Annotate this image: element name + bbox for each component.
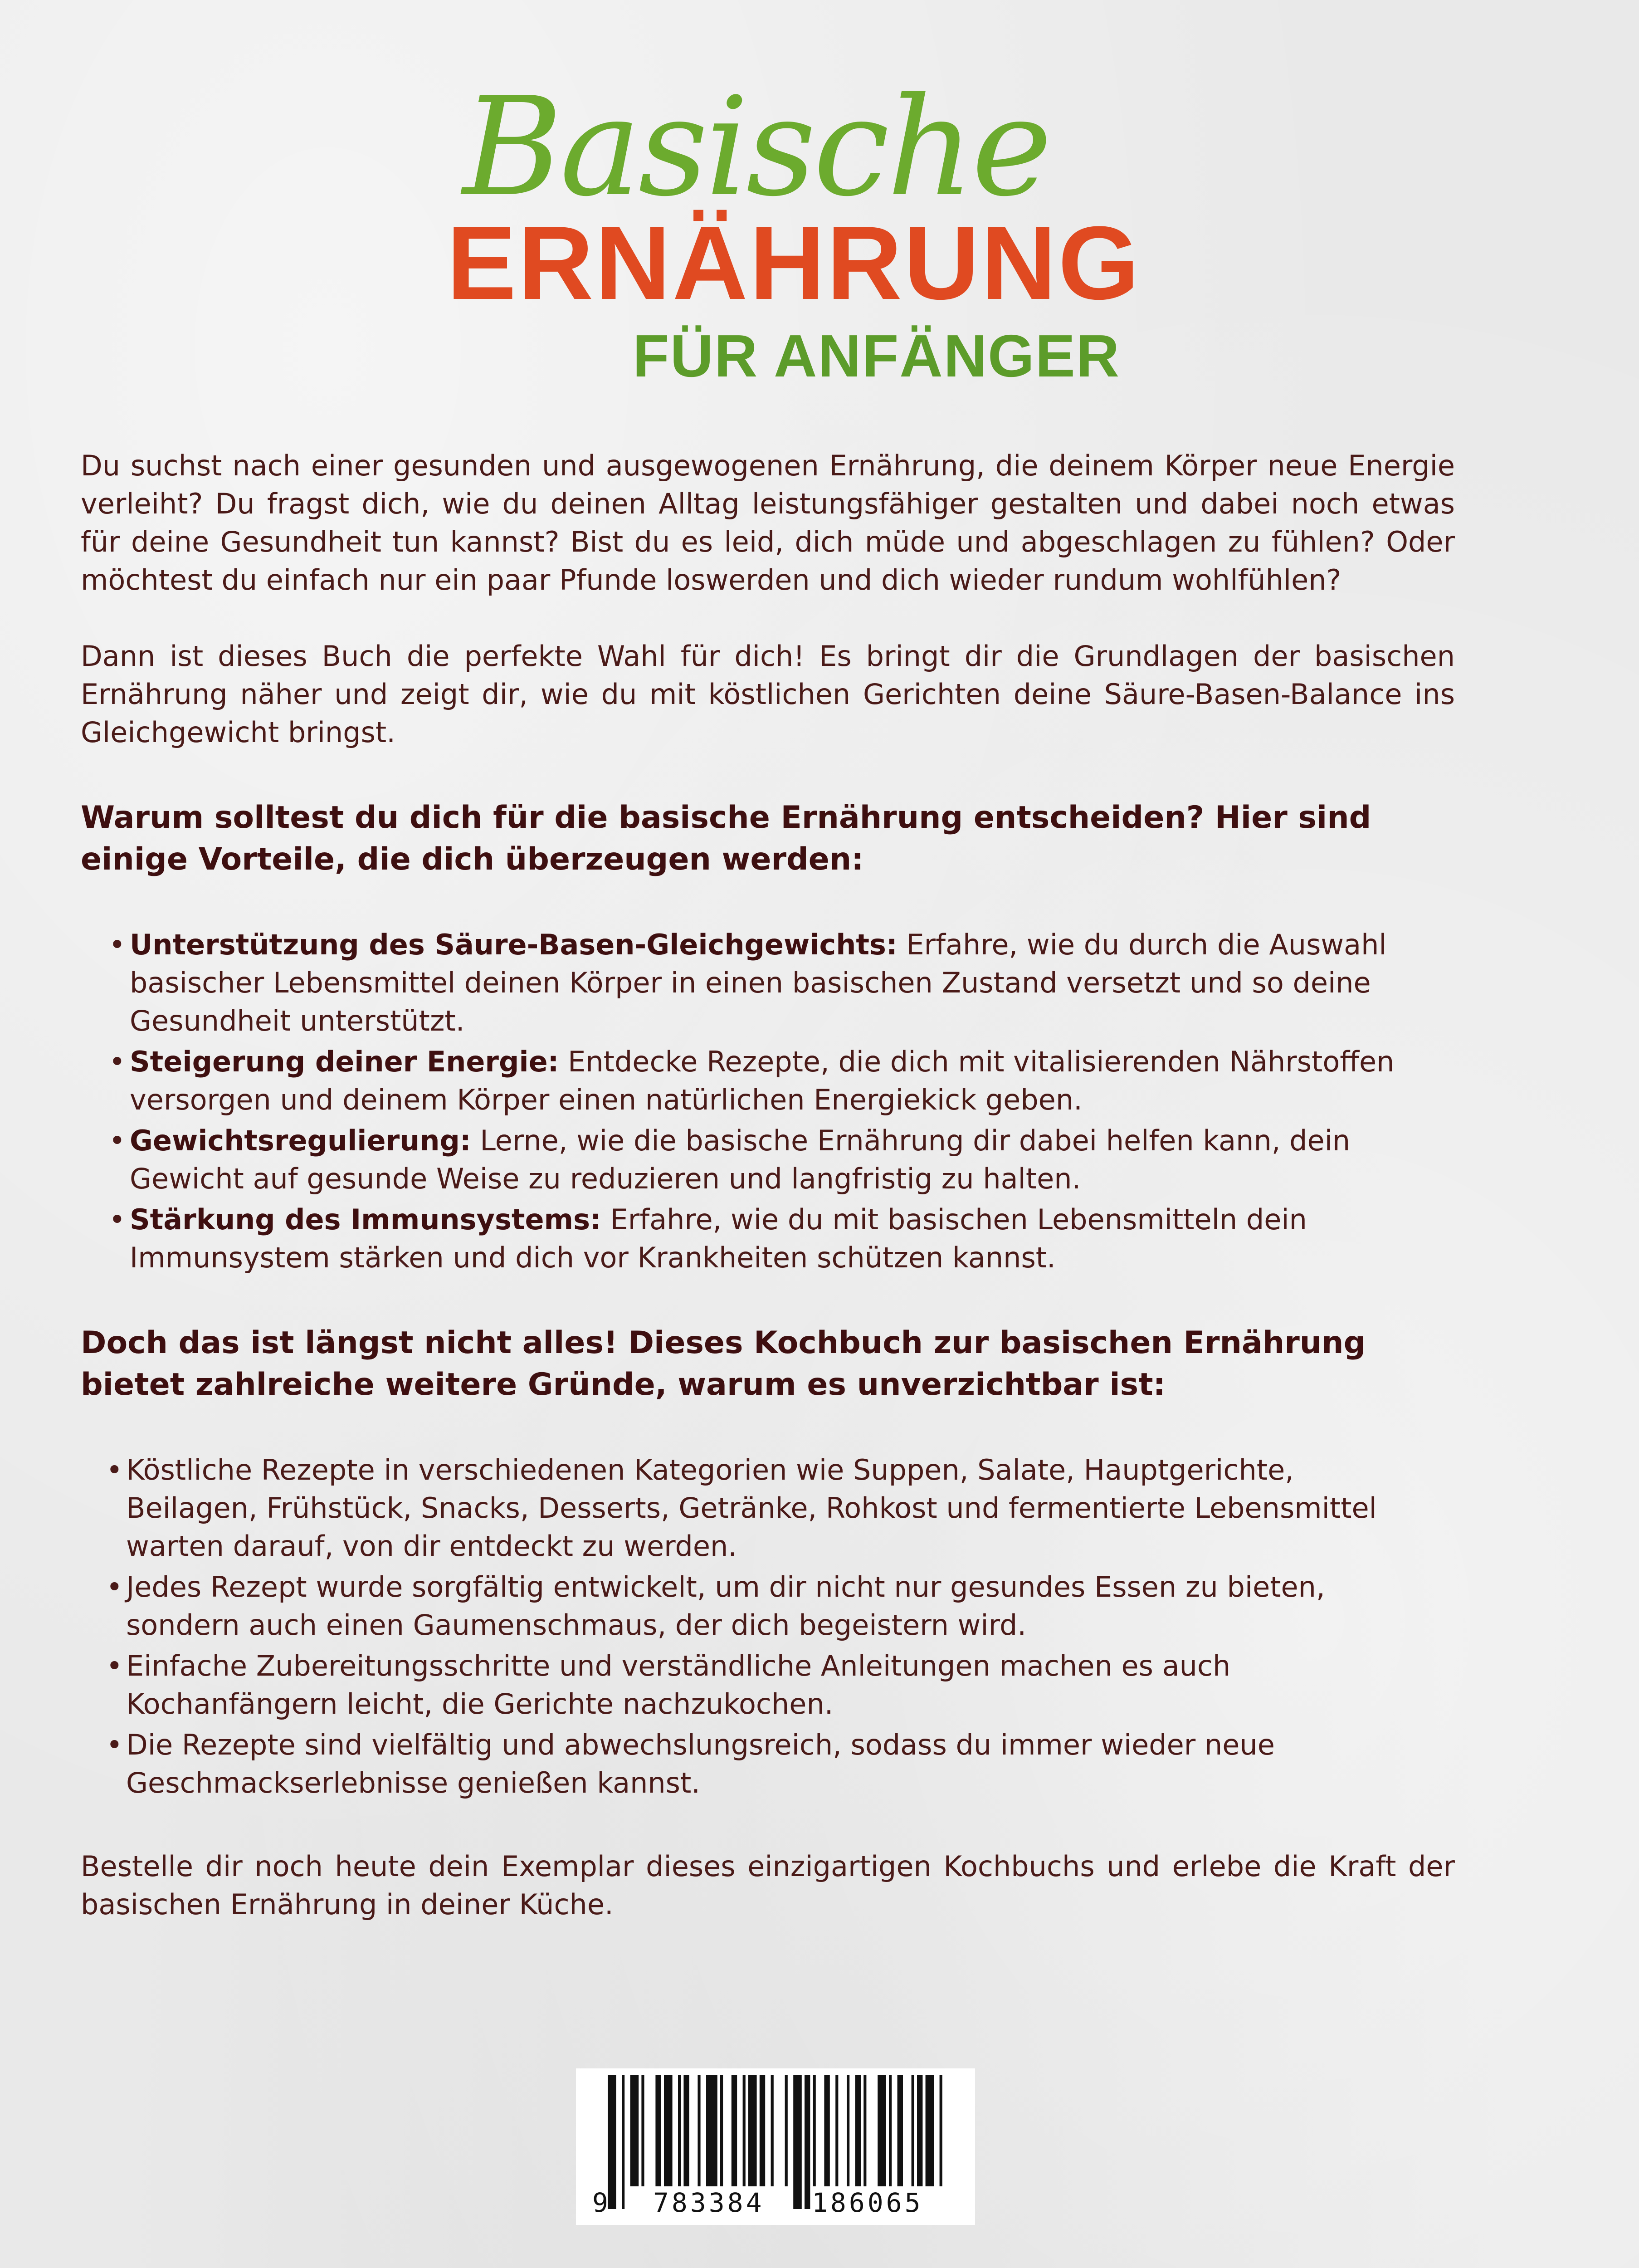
barcode-bar — [760, 2075, 765, 2186]
benefit-lead: Stärkung des Immunsystems: — [130, 1203, 601, 1236]
barcode-bar — [678, 2075, 681, 2186]
title-subtitle: FÜR ANFÄNGER — [633, 323, 1121, 389]
benefit-text: Erfahre, wie du durch die Auswahl basischer Lebensmittel deinen Körper in einen basischen Zustand versetzt und so deine Gesundheit unterstützt. — [130, 928, 1387, 1037]
list-item — [81, 1201, 1455, 1277]
list-item — [81, 1122, 1455, 1198]
reason-text: Jedes Rezept wurde sorgfältig entwickelt, um dir nicht nur gesundes Essen zu bieten, sondern auch einen Gaumenschmaus, der dich begeistern wird. — [126, 1570, 1325, 1642]
barcode-bar — [641, 2075, 644, 2186]
title-script-word: Basische — [463, 68, 1049, 226]
bullet-icon: • — [106, 1649, 123, 1682]
isbn-barcode — [576, 2068, 975, 2225]
barcode-bar — [878, 2075, 886, 2186]
reasons-list — [81, 1451, 1455, 1802]
barcode-bar — [926, 2075, 934, 2186]
list-item — [81, 926, 1455, 1040]
bullet-icon: • — [109, 1045, 126, 1078]
closing-paragraph: Bestelle dir noch heute dein Exemplar dieses einzigartigen Kochbuchs und erlebe die Kraft der basischen Ernährung in deiner Küche. — [81, 1850, 1455, 1921]
list-item — [81, 1568, 1455, 1644]
reason-text: Köstliche Rezepte in verschiedenen Kategorien wie Suppen, Salate, Hauptgerichte, Beilagen, Frühstück, Snacks, Desserts, Getränke, Rohkost und fermentierte Lebensmittel warten darauf, von dir entdeckt zu werden. — [126, 1453, 1377, 1563]
barcode-group-left: 783384 — [653, 2187, 765, 2218]
list-item — [81, 1726, 1455, 1802]
reason-text: Die Rezepte sind vielfältig und abwechslungsreich, sodass du immer wieder neue Geschmackserlebnisse genießen kannst. — [126, 1728, 1275, 1799]
bullet-icon: • — [109, 1203, 126, 1236]
cover-title — [0, 0, 1639, 408]
benefit-lead: Steigerung deiner Energie: — [130, 1045, 559, 1078]
barcode-bar — [847, 2075, 849, 2186]
bullet-icon: • — [106, 1453, 123, 1486]
barcode-bar — [655, 2075, 661, 2186]
benefit-text: Erfahre, wie du mit basischen Lebensmitteln dein Immunsystem stärken und dich vor Krankheiten schützen kannst. — [130, 1203, 1307, 1274]
intro-paragraph-2: Dann ist dieses Buch die perfekte Wahl für dich! Es bringt dir die Grundlagen der basischen Ernährung näher und zeigt dir, wie du mit köstlichen Gerichten deine Säure-Basen-Balance ins Gleichgewicht bringst. — [81, 640, 1455, 749]
barcode-bar — [698, 2075, 700, 2186]
barcode-bar — [940, 2075, 942, 2186]
barcode-digits — [576, 2187, 975, 2224]
bullet-icon: • — [109, 1124, 126, 1157]
barcode-bar — [835, 2075, 838, 2186]
barcode-bar — [771, 2075, 774, 2186]
barcode-bar — [706, 2075, 717, 2186]
barcode-bar — [855, 2075, 861, 2186]
barcode-bar — [898, 2075, 903, 2186]
barcode-bar — [813, 2075, 816, 2186]
barcode-bar — [743, 2075, 746, 2186]
barcode-bar — [732, 2075, 737, 2186]
benefits-list — [81, 926, 1455, 1277]
barcode-bar — [630, 2075, 639, 2186]
barcode-bar — [917, 2075, 922, 2186]
benefit-lead: Unterstützung des Säure-Basen-Gleichgewichts: — [130, 928, 898, 961]
list-item — [81, 1451, 1455, 1565]
reason-text: Einfache Zubereitungsschritte und verständliche Anleitungen machen es auch Kochanfängern leicht, die Gerichte nachzukochen. — [126, 1649, 1231, 1721]
bullet-icon: • — [106, 1728, 123, 1761]
barcode-digit-first: 9 — [592, 2187, 608, 2218]
benefits-heading: Warum solltest du dich für die basische Ernährung entscheiden? Hier sind einige Vorteile, die dich überzeugen werden: — [81, 800, 1371, 877]
intro-paragraph-1: Du suchst nach einer gesunden und ausgewogenen Ernährung, die deinem Körper neue Energie verleiht? Du fragst dich, wie du deinen Alltag leistungsfähiger gestalten und dabei noch etwas für deine Gesundheit tun kannst? Bist du es leid, dich müde und abgeschlagen zu fühlen? Oder möchtest du einfach nur ein paar Pfunde loswerden und dich wieder rundum wohlfühlen? — [81, 449, 1455, 596]
barcode-bar — [863, 2075, 866, 2186]
barcode-bar — [889, 2075, 892, 2186]
barcode-bar — [785, 2075, 788, 2186]
barcode-bar — [683, 2075, 689, 2186]
back-cover-text — [81, 447, 1455, 1924]
list-item — [81, 1647, 1455, 1723]
bullet-icon: • — [109, 928, 126, 961]
barcode-bar — [720, 2075, 723, 2186]
benefit-text: Lerne, wie die basische Ernährung dir dabei helfen kann, dein Gewicht auf gesunde Weise zu reduzieren und langfristig zu halten. — [130, 1124, 1351, 1195]
barcode-bar — [748, 2075, 757, 2186]
barcode-bar — [912, 2075, 914, 2186]
benefit-lead: Gewichtsregulierung: — [130, 1124, 471, 1157]
benefit-text: Entdecke Rezepte, die dich mit vitalisierenden Nährstoffen versorgen und deinem Körper einen natürlichen Energiekick geben. — [130, 1045, 1395, 1116]
barcode-group-right: 186065 — [812, 2187, 923, 2218]
title-main-word: ERNÄHRUNG — [447, 205, 1141, 321]
barcode-bar — [824, 2075, 829, 2186]
bullet-icon: • — [106, 1570, 123, 1603]
list-item — [81, 1043, 1455, 1119]
reasons-heading: Doch das ist längst nicht alles! Dieses Kochbuch zur basischen Ernährung bietet zahlreiche weitere Gründe, warum es unverzichtbar ist: — [81, 1325, 1366, 1403]
barcode-bar — [664, 2075, 673, 2186]
